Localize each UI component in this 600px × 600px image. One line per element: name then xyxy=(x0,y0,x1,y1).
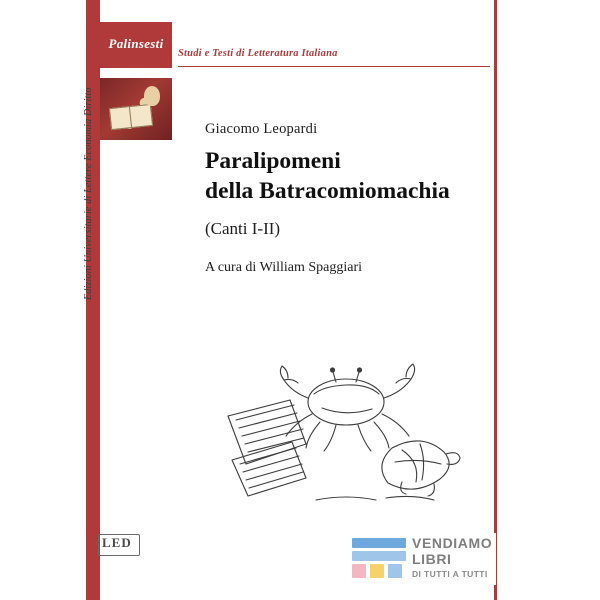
series-badge-label: Palinsesti xyxy=(108,36,164,51)
watermark-badge xyxy=(348,533,496,585)
book-editor: A cura di William Spaggiari xyxy=(205,260,363,275)
watermark-square-1 xyxy=(352,564,366,578)
right-red-rule xyxy=(494,0,497,600)
watermark-line-1: VENDIAMO xyxy=(412,535,493,551)
series-badge xyxy=(100,22,172,68)
vignette-figure-icon xyxy=(144,86,160,106)
turtle-and-crab-engraving xyxy=(196,330,466,510)
watermark-line-2: LIBRI xyxy=(412,551,452,567)
watermark-square-2 xyxy=(370,564,384,578)
watermark-bar-1 xyxy=(352,538,406,548)
publisher-logo xyxy=(98,534,140,558)
watermark-line-3: DI TUTTI A TUTTI xyxy=(412,569,488,579)
cover-illustration xyxy=(196,330,466,510)
vignette-image xyxy=(100,78,172,140)
book-subtitle: (Canti I-II) xyxy=(205,219,281,238)
book-author: Giacomo Leopardi xyxy=(205,121,318,137)
title-line-2: della Batracomiomachia xyxy=(205,177,450,204)
publisher-logo-text: LED xyxy=(102,535,132,550)
title-line-1: Paralipomeni xyxy=(205,148,341,174)
watermark-logo-icon xyxy=(352,538,406,580)
watermark-square-3 xyxy=(388,564,402,578)
series-divider xyxy=(178,66,490,67)
page-title xyxy=(205,147,485,206)
series-subtitle: Studi e Testi di Letteratura Italiana xyxy=(178,48,338,59)
vignette-book-icon xyxy=(109,104,153,130)
spine-publisher-text: Edizioni Universitarie di Lettere Economia Diritto xyxy=(83,87,94,300)
watermark-bar-2 xyxy=(352,551,406,561)
